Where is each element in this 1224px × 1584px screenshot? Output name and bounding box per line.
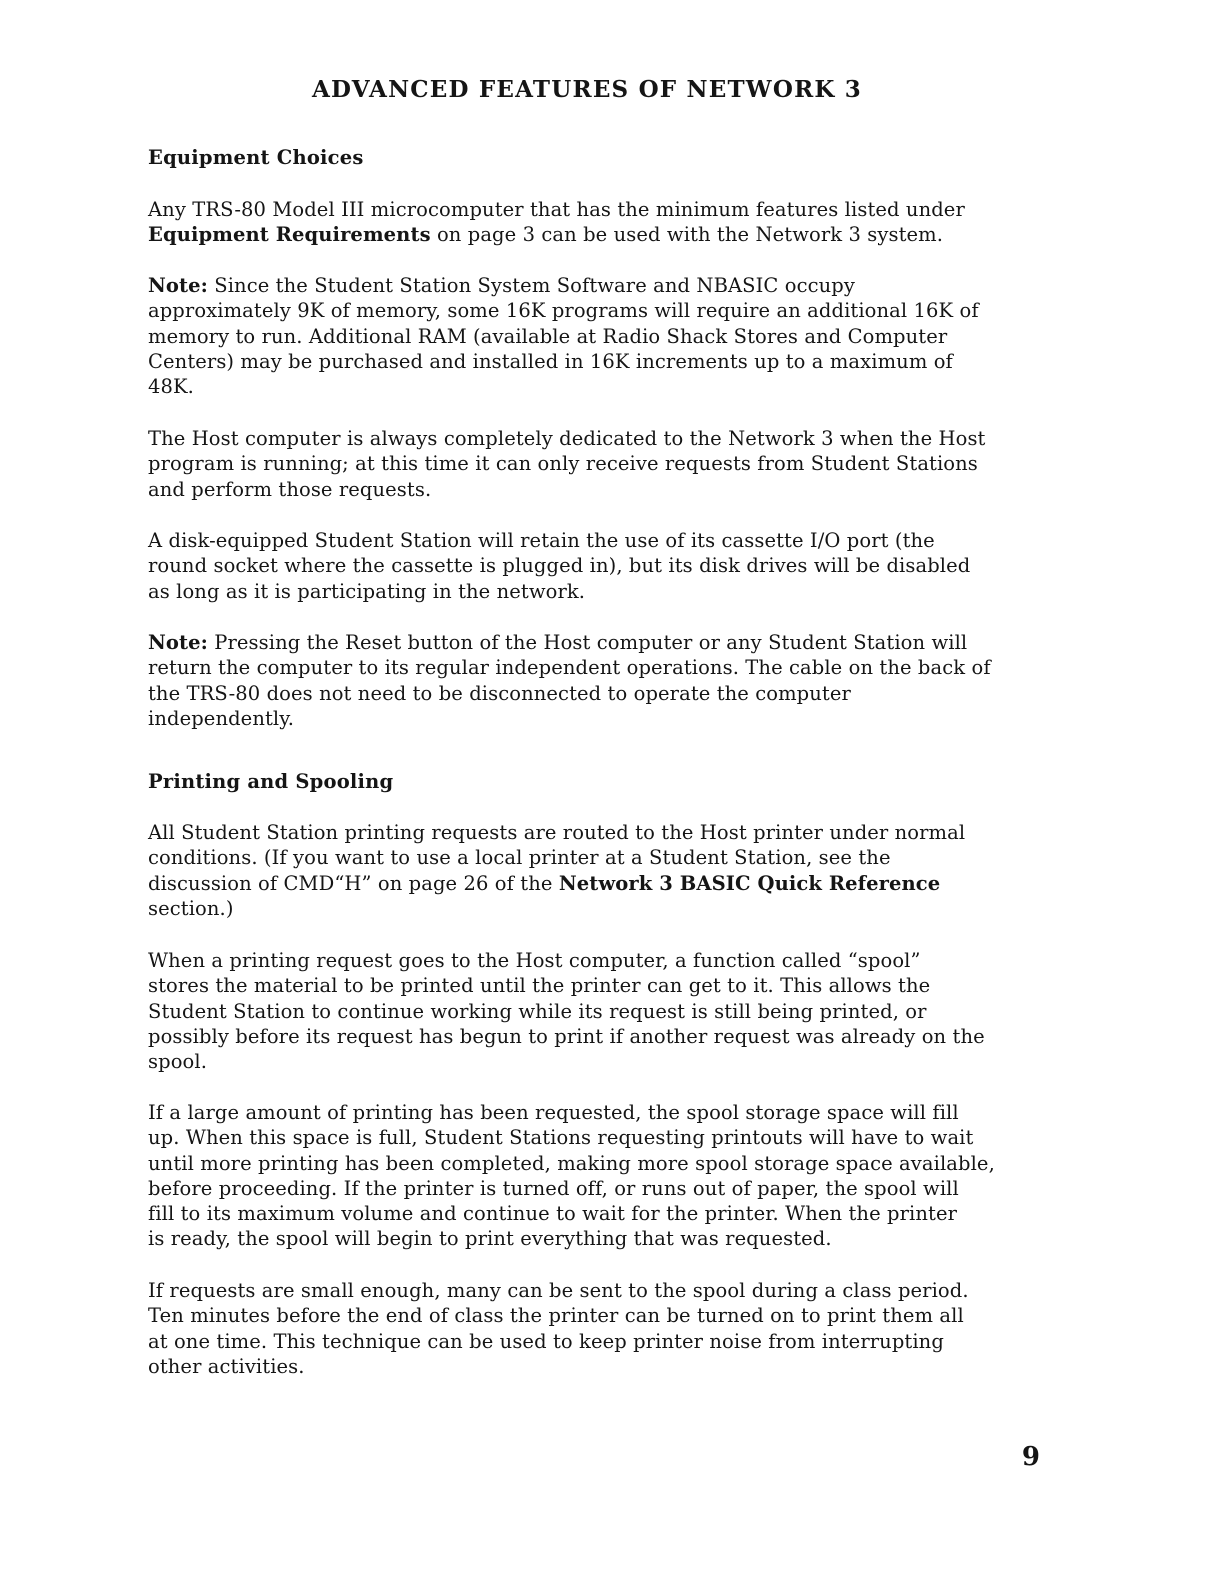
text-line: Any TRS-80 Model III microcomputer that has the minimum features listed under	[148, 198, 965, 221]
text-line	[148, 222, 1048, 247]
text-line: until more printing has been completed, making more spool storage space available,	[148, 1151, 995, 1175]
text-line	[148, 871, 1048, 896]
paragraph	[148, 1100, 1048, 1252]
text-line: round socket where the cassette is plugged in), but its disk drives will be disabled	[148, 554, 971, 578]
text-run: discussion of CMD“H” on page 26 of the	[148, 871, 559, 895]
note-label: Note:	[148, 274, 208, 297]
text-line: 48K.	[148, 375, 194, 399]
paragraph	[148, 197, 1048, 248]
text-line: section.)	[148, 896, 234, 920]
text-line: other activities.	[148, 1354, 305, 1378]
text-line: fill to its maximum volume and continue to wait for the printer. When the printer	[148, 1202, 958, 1226]
text-run: on page 3 can be used with the Network 3 system.	[430, 223, 944, 247]
section-heading-equipment-choices: Equipment Choices	[148, 146, 364, 169]
text-line: conditions. (If you want to use a local printer at a Student Station, see the	[148, 846, 891, 870]
paragraph	[148, 426, 1048, 502]
text-line: is ready, the spool will begin to print everything that was requested.	[148, 1227, 832, 1251]
text-line: program is running; at this time it can only receive requests from Student Stations	[148, 452, 978, 476]
text-line: memory to run. Additional RAM (available at Radio Shack Stores and Computer	[148, 324, 948, 348]
text-run: Since the Student Station System Software and NBASIC occupy	[207, 274, 855, 297]
page-number: 9	[1021, 1442, 1040, 1472]
bold-text: Equipment Requirements	[148, 223, 431, 247]
text-line: The Host computer is always completely dedicated to the Network 3 when the Host	[148, 427, 986, 450]
bold-text: Network 3 BASIC Quick Reference	[558, 871, 941, 895]
text-line: return the computer to its regular independent operations. The cable on the back of	[148, 656, 991, 680]
text-line	[148, 273, 1048, 298]
text-line	[148, 630, 1048, 655]
text-line: as long as it is participating in the network.	[148, 579, 586, 603]
text-line: If a large amount of printing has been requested, the spool storage space will fill	[148, 1101, 959, 1124]
text-line: If requests are small enough, many can be sent to the spool during a class period.	[148, 1279, 969, 1302]
text-line: Student Station to continue working while its request is still being printed, or	[148, 999, 927, 1023]
text-line: before proceeding. If the printer is turned off, or runs out of paper, the spool will	[148, 1176, 959, 1200]
text-line: approximately 9K of memory, some 16K programs will require an additional 16K of	[148, 299, 979, 323]
section-heading-printing-and-spooling: Printing and Spooling	[148, 770, 394, 793]
text-line: spool.	[148, 1050, 208, 1074]
text-line: up. When this space is full, Student Stations requesting printouts will have to wait	[148, 1126, 974, 1150]
text-line: independently.	[148, 706, 295, 730]
text-run: Pressing the Reset button of the Host computer or any Student Station will	[207, 631, 968, 654]
text-line: All Student Station printing requests are routed to the Host printer under normal	[148, 821, 966, 844]
paragraph	[148, 820, 1048, 921]
note-label: Note:	[148, 631, 208, 654]
text-line: stores the material to be printed until the printer can get to it. This allows the	[148, 974, 931, 998]
paragraph	[148, 273, 1048, 399]
paragraph	[148, 630, 1048, 731]
text-line: the TRS-80 does not need to be disconnected to operate the computer	[148, 681, 851, 705]
paragraph	[148, 528, 1048, 604]
paragraph	[148, 948, 1048, 1074]
text-line: and perform those requests.	[148, 477, 432, 501]
text-line: possibly before its request has begun to print if another request was already on the	[148, 1024, 985, 1048]
text-line: When a printing request goes to the Host computer, a function called “spool”	[148, 949, 921, 972]
text-line: A disk-equipped Student Station will retain the use of its cassette I/O port (the	[148, 529, 935, 552]
text-line: Centers) may be purchased and installed in 16K increments up to a maximum of	[148, 349, 953, 373]
text-line: at one time. This technique can be used to keep printer noise from interrupting	[148, 1329, 944, 1353]
paragraph	[148, 1278, 1048, 1379]
text-line: Ten minutes before the end of class the printer can be turned on to print them all	[148, 1304, 964, 1328]
page-title: ADVANCED FEATURES OF NETWORK 3	[311, 76, 862, 103]
